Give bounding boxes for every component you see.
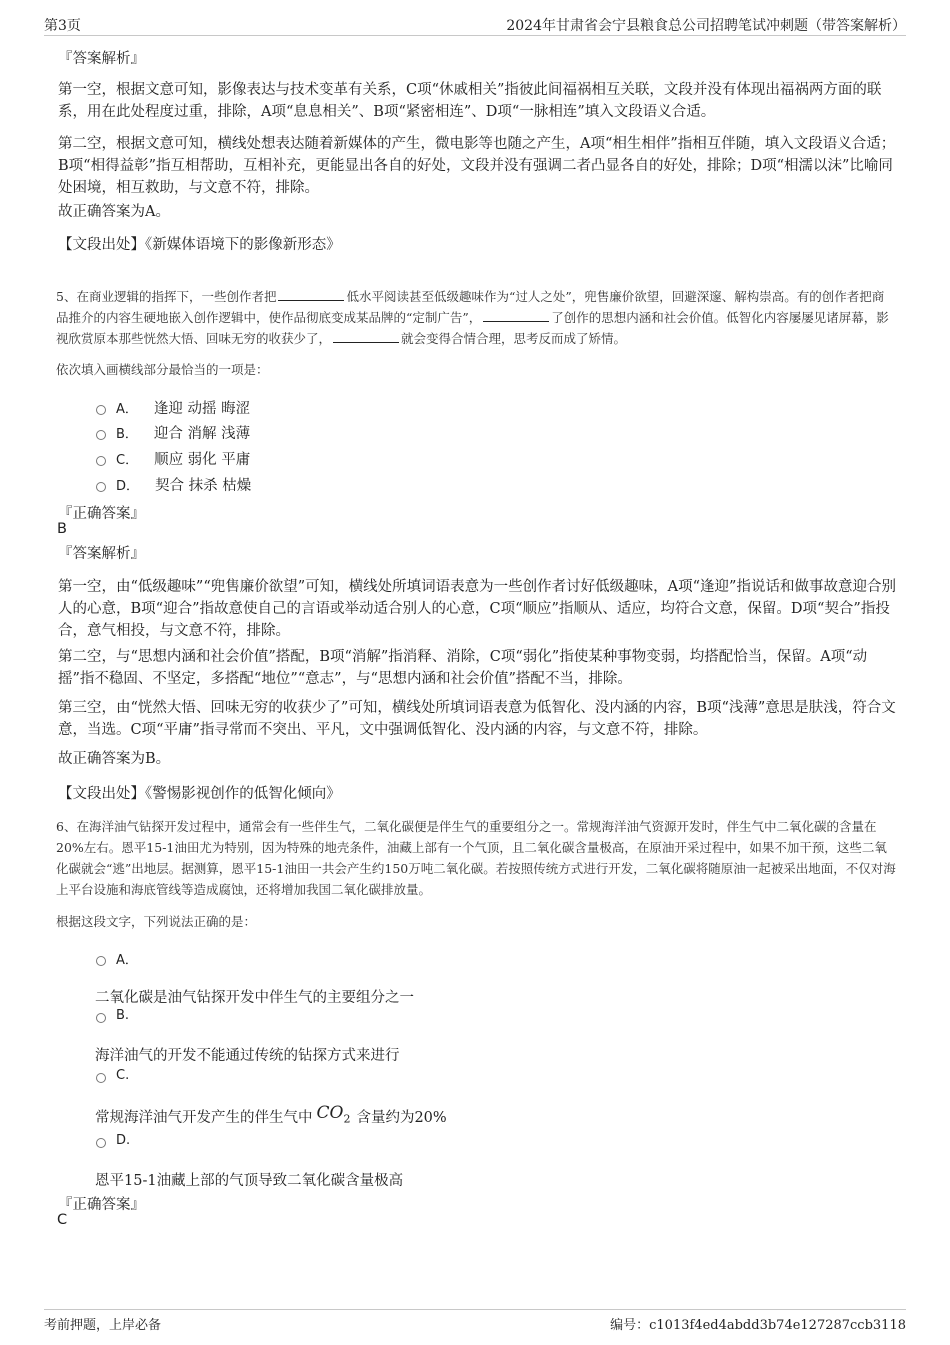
q5-stem-part-b: 低水平阅读甚至低级趣味作为“过人之处”，兜售廉价欲望，回避深邃、解构崇高。有的创作者把商品推介的内容生硬地嵌入创作逻辑中，使作品彻底变成某品牌的“定制广告”， <box>56 289 885 325</box>
q5-stem <box>56 286 896 349</box>
radio-icon[interactable] <box>96 1013 106 1023</box>
radio-icon[interactable] <box>96 430 106 440</box>
q5-option-b-text: 迎合 消解 浅薄 <box>153 426 251 442</box>
page-number: 第3页 <box>44 18 81 34</box>
q6-option-c-text-post: 含量约为20% <box>356 1110 447 1126</box>
q6-option-a[interactable] <box>96 949 154 968</box>
footer-serial: 编号：c1013f4ed4abdd3b74e127287ccb3118 <box>610 1318 906 1333</box>
q5-blank-2 <box>483 309 549 322</box>
q4-conclusion: 故正确答案为A。 <box>58 204 170 220</box>
q6-option-a-key: A． <box>116 953 138 968</box>
q5-stem-part-a: 5、在商业逻辑的指挥下，一些创作者把 <box>56 289 277 304</box>
q5-analysis-para3: 第三空，由“恍然大悟、回味无穷的收获少了”可知，横线处所填词语表意为低智化、没内涵的内容，B项“浅薄”意思是肤浅，符合文意，当选。C项“平庸”指寻常而不突出、平凡，文中强调低智化、没内涵的内容，与文意不符，排除。 <box>58 700 896 738</box>
q6-option-c-text <box>95 1103 447 1129</box>
q4-source: 【文段出处】《新媒体语境下的影像新形态》 <box>58 237 341 253</box>
footer-divider <box>44 1309 906 1310</box>
radio-icon[interactable] <box>96 456 106 466</box>
q5-analysis-para2: 第二空，与“思想内涵和社会价值”搭配，B项“消解”指消释、消除，C项“弱化”指使某种事物变弱，均搭配恰当，保留。A项“动摇”指不稳固、不坚定，多搭配“地位”“意志”，与“思想内涵和社会价值”搭配不当，排除。 <box>58 649 868 687</box>
q6-option-c[interactable] <box>96 1068 145 1083</box>
q6-answer-label: 『正确答案』 <box>58 1197 145 1213</box>
q5-answer-label: 『正确答案』 <box>58 506 145 522</box>
q5-analysis-para1: 第一空，由“低级趣味”“兜售廉价欲望”可知，横线处所填词语表意为一些创作者讨好低级趣味，A项“逢迎”指说话和做事故意迎合别人的心意，B项“迎合”指故意使自己的言语或举动适合别人的心意，C项“顺应”指顺从、适应，均符合文意，保留。D项“契合”指投合，意气相投，与文意不符，排除。 <box>58 579 896 639</box>
q6-option-d[interactable] <box>96 1133 146 1148</box>
q6-option-b-text: 海洋油气的开发不能通过传统的钻探方式来进行 <box>95 1048 400 1064</box>
q4-analysis-para1: 第一空，根据文意可知，影像表达与技术变革有关系，C项“休戚相关”指彼此间福祸相互关联，文段并没有体现出福祸两方面的联系，用在此处程度过重，排除，A项“息息相关”、B项“紧密相连”、D项“一脉相连”填入文段语义合适。 <box>58 82 882 120</box>
q4-analysis-para2: 第二空，根据文意可知，横线处想表达随着新媒体的产生，微电影等也随之产生，A项“相生相伴”指相互伴随，填入文段语义合适；B项“相得益彰”指互相帮助，互相补充，更能显出各自的好处，文段并没有强调二者凸显各自的好处，排除；D项“相濡以沫”比喻同处困境，相互救助，与文意不符，排除。 <box>58 136 896 196</box>
radio-icon[interactable] <box>96 482 106 492</box>
q5-answer: B <box>57 521 67 537</box>
q5-option-c[interactable] <box>96 448 250 469</box>
q5-blank-3 <box>333 330 399 343</box>
q5-option-a-key: A． <box>116 402 138 417</box>
q6-prompt: 根据这段文字，下列说法正确的是： <box>56 914 257 929</box>
radio-icon[interactable] <box>96 405 106 415</box>
document-title: 2024年甘肃省会宁县粮食总公司招聘笔试冲刺题（带答案解析） <box>506 18 906 34</box>
q5-option-d-key: D． <box>116 479 140 494</box>
footer-slogan: 考前押题，上岸必备 <box>44 1318 162 1333</box>
co2-formula <box>316 1103 351 1126</box>
q5-analysis-label: 『答案解析』 <box>58 546 145 562</box>
q5-source: 【文段出处】《警惕影视创作的低智化倾向》 <box>58 786 341 802</box>
co2-formula-base: CO <box>316 1103 344 1123</box>
q6-option-b-key: B. <box>116 1008 130 1023</box>
radio-icon[interactable] <box>96 1073 106 1083</box>
q6-option-d-text: 恩平15-1油藏上部的气顶导致二氧化碳含量极高 <box>95 1173 404 1189</box>
q5-option-b-key: B． <box>116 427 138 442</box>
q6-option-c-key: C. <box>116 1068 130 1083</box>
radio-icon[interactable] <box>96 956 106 966</box>
q5-conclusion: 故正确答案为B。 <box>58 751 171 767</box>
q6-option-c-text-pre: 常规海洋油气开发产生的伴生气中 <box>95 1110 313 1126</box>
q5-option-b[interactable] <box>96 422 250 443</box>
header-divider <box>44 35 906 36</box>
q5-option-c-text: 顺应 弱化 平庸 <box>154 452 251 468</box>
q4-analysis-label: 『答案解析』 <box>58 51 145 67</box>
q5-prompt: 依次填入画横线部分最恰当的一项是： <box>56 362 269 377</box>
q5-option-c-key: C． <box>116 453 139 468</box>
q5-stem-part-d: 就会变得合情合理，思考反而成了矫情。 <box>401 331 627 346</box>
co2-formula-subscript: 2 <box>343 1112 351 1126</box>
q5-stem-part-c: 了创作的思想内涵和社会价值。低智化内容屡屡见诸屏幕，影视欣赏原本那些恍然大悟、回味无穷的收获少了， <box>56 310 889 346</box>
q6-stem: 6、在海洋油气钻探开发过程中，通常会有一些伴生气，二氧化碳便是伴生气的重要组分之一。常规海洋油气资源开发时，伴生气中二氧化碳的含量在20%左右。恩平15-1油田尤为特别，因为特殊的地壳条件，油藏上部有一个气顶，且二氧化碳含量极高，在原油开采过程中，如果不加干预，这些二氧化碳就会“逃”出地层。据测算，恩平15-1油田一共会产生约150万吨二氧化碳。若按照传统方式进行开发，二氧化碳将随原油一起被采出地面，不仅对海上平台设施和海底管线等造成腐蚀，还将增加我国二氧化碳排放量。 <box>56 819 896 897</box>
q6-option-b[interactable] <box>96 1008 145 1023</box>
radio-icon[interactable] <box>96 1138 106 1148</box>
q5-option-a-text: 逢迎 动摇 晦涩 <box>153 401 251 417</box>
q5-option-a[interactable] <box>96 397 250 418</box>
q5-option-d-text: 契合 抹杀 枯燥 <box>155 478 252 494</box>
q6-option-d-key: D. <box>116 1133 131 1148</box>
q6-option-a-text: 二氧化碳是油气钻探开发中伴生气的主要组分之一 <box>95 990 414 1006</box>
q6-answer: C <box>57 1212 68 1228</box>
q5-option-d[interactable] <box>96 474 251 495</box>
q5-blank-1 <box>278 288 344 301</box>
